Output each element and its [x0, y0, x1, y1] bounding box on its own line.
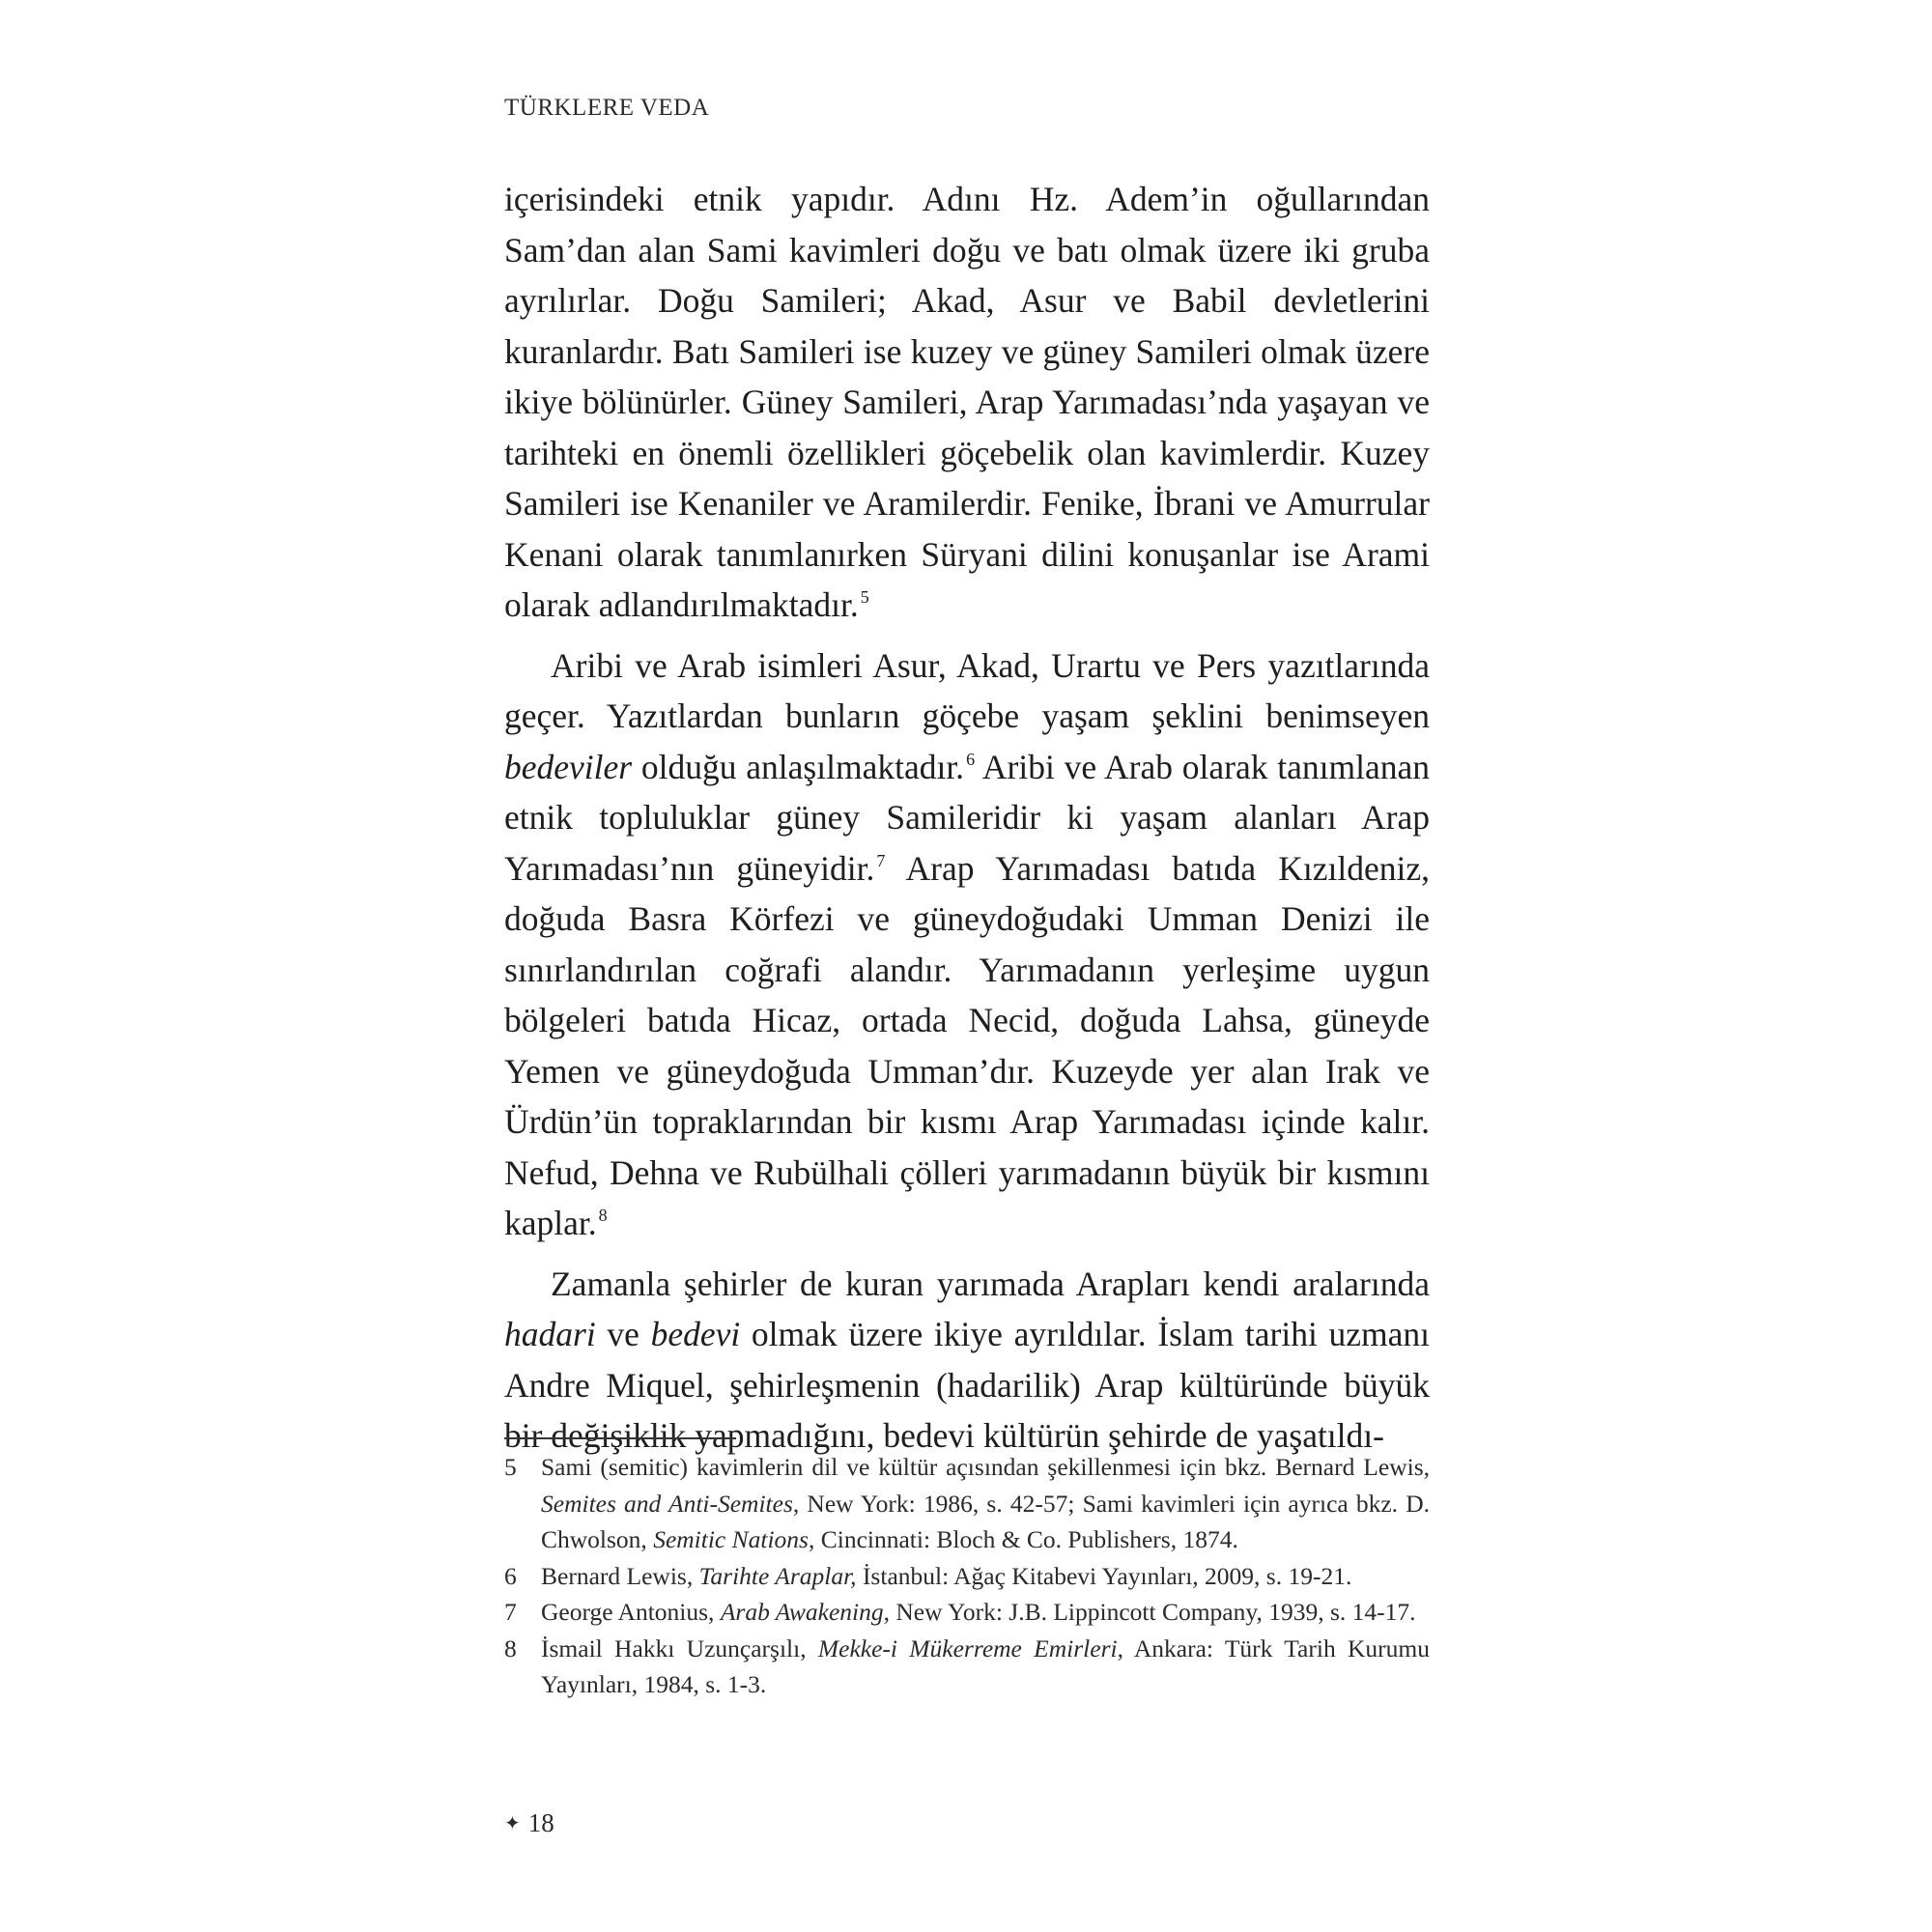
- paragraph-text: Zamanla şehirler de kuran yarımada Arapları kendi aralarında: [551, 1264, 1430, 1303]
- paragraph-text: Aribi ve Arab isimleri Asur, Akad, Urartu ve Pers yazıtlarında geçer. Yazıtlardan bunların göçebe yaşam şeklini benimseyen: [504, 645, 1430, 735]
- footnote-text: İsmail Hakkı Uzunçarşılı,: [541, 1634, 818, 1662]
- footnote-text: [541, 1558, 1430, 1595]
- footnotes: [504, 1449, 1430, 1703]
- footnote-italic: Semitic Nations: [653, 1525, 809, 1553]
- footnote-italic: Mekke-i Mükerreme Emirleri: [817, 1634, 1118, 1662]
- paragraph-italic: hadari: [504, 1315, 596, 1353]
- footnote-italic: Arab Awakening: [720, 1598, 884, 1626]
- paragraph: [504, 174, 1430, 631]
- footnote-text: [541, 1594, 1430, 1631]
- footnote-text: Bernard Lewis,: [541, 1561, 699, 1590]
- paragraph-text: Arap Yarımadası batıda Kızıldeniz, doğuda Basra Körfezi ve güneydoğudaki Umman Denizi ile sınırlandırılan coğrafi alandır. Yarımadanın yerleşime uygun bölgeleri batıda Hicaz, ortada Necid, doğuda Lahsa, güneyde Yemen ve güneydoğuda Umman’dır. Kuzeyde yer alan Irak ve Ürdün’ün topraklarından bir kısmı Arap Yarımadası içinde kalır. Nefud, Dehna ve Rubülhali çölleri yarımadanın büyük bir kısmını kaplar.: [504, 848, 1430, 1242]
- footnote-text: İstanbul: Ağaç Kitabevi Yayınları, 2009, s. 19-21.: [856, 1561, 1352, 1590]
- footnote-text: [541, 1631, 1430, 1703]
- footnote-italic: Tarihte Araplar,: [698, 1561, 857, 1590]
- page-number: 18: [527, 1808, 554, 1837]
- footnote-rule: [504, 1437, 736, 1439]
- footnote-number: 7: [504, 1598, 517, 1626]
- running-head: TÜRKLERE VEDA: [504, 95, 710, 121]
- paragraph: [504, 1259, 1430, 1462]
- book-page: [504, 0, 1430, 1932]
- paragraph-text: Aribi ve Arab olarak tanımlanan etnik topluluklar güney Samileridir ki yaşam alanları Arap Yarımadası’nın güneyidir.: [504, 747, 1430, 888]
- footnote: [504, 1558, 1430, 1595]
- paragraph: [504, 640, 1430, 1249]
- footnote: [504, 1631, 1430, 1703]
- footnote-italic: Semites and Anti-Semites: [541, 1489, 793, 1518]
- footnote-text: Sami (semitic) kavimlerin dil ve kültür açısından şekillenmesi için bkz. Bernard Lewis,: [541, 1453, 1430, 1481]
- page-footer: [504, 1808, 554, 1838]
- footnote-ref: 7: [876, 850, 886, 870]
- footnote: [504, 1594, 1430, 1631]
- footnote-text: George Antonius,: [541, 1598, 721, 1626]
- footnote-ref: 8: [598, 1206, 608, 1225]
- footnote: [504, 1449, 1430, 1558]
- footnote-text: [541, 1449, 1430, 1558]
- footnote-text: , New York: J.B. Lippincott Company, 1939, s. 14-17.: [883, 1598, 1416, 1626]
- footnote-number: 8: [504, 1634, 517, 1662]
- footnote-text: , Cincinnati: Bloch & Co. Publishers, 1874.: [808, 1525, 1238, 1553]
- paragraph-text: içerisindeki etnik yapıdır. Adını Hz. Adem’in oğullarından Sam’dan alan Sami kavimleri doğu ve batı olmak üzere iki gruba ayrılırlar. Doğu Samileri; Akad, Asur ve Babil devletlerini kuranlardır. Batı Samileri ise kuzey ve güney Samileri olmak üzere ikiye bölünürler. Güney Samileri, Arap Yarımadası’nda yaşayan ve tarihteki en önemli özellikleri göçebelik olan kavimlerdir. Kuzey Samileri ise Kenaniler ve Aramilerdir. Fenike, İbrani ve Amurrular Kenani olarak tanımlanırken Süryani dilini konuşanlar ise Arami olarak adlandırılmaktadır.: [504, 180, 1430, 624]
- footnote-text: , Ankara: Türk Tarih Kurumu Yayınları, 1984, s. 1-3.: [541, 1634, 1430, 1698]
- footnote-ref: 6: [966, 749, 976, 769]
- footnote-ref: 5: [860, 587, 869, 607]
- footnote-text: , New York: 1986, s. 42-57; Sami kavimleri için ayrıca bkz. D. Chwolson,: [541, 1489, 1431, 1553]
- paragraph-italic: bedeviler: [504, 747, 633, 786]
- paragraph-text: olduğu anlaşılmaktadır.: [632, 747, 965, 786]
- paragraph-italic: bedevi: [650, 1315, 741, 1353]
- footnote-number: 5: [504, 1453, 517, 1481]
- paragraph-text: olmak üzere ikiye ayrıldılar. İslam tarihi uzmanı Andre Miquel, şehirleşmenin (hadarilik) Arap kültüründe büyük bir değişiklik yapmadığını, bedevi kültürün şehirde de yaşatıldı-: [504, 1315, 1430, 1455]
- paragraph-text: ve: [595, 1315, 651, 1353]
- body-text: [504, 174, 1430, 1471]
- footnote-number: 6: [504, 1561, 517, 1590]
- star-ornament-icon: ✦: [504, 1812, 521, 1834]
